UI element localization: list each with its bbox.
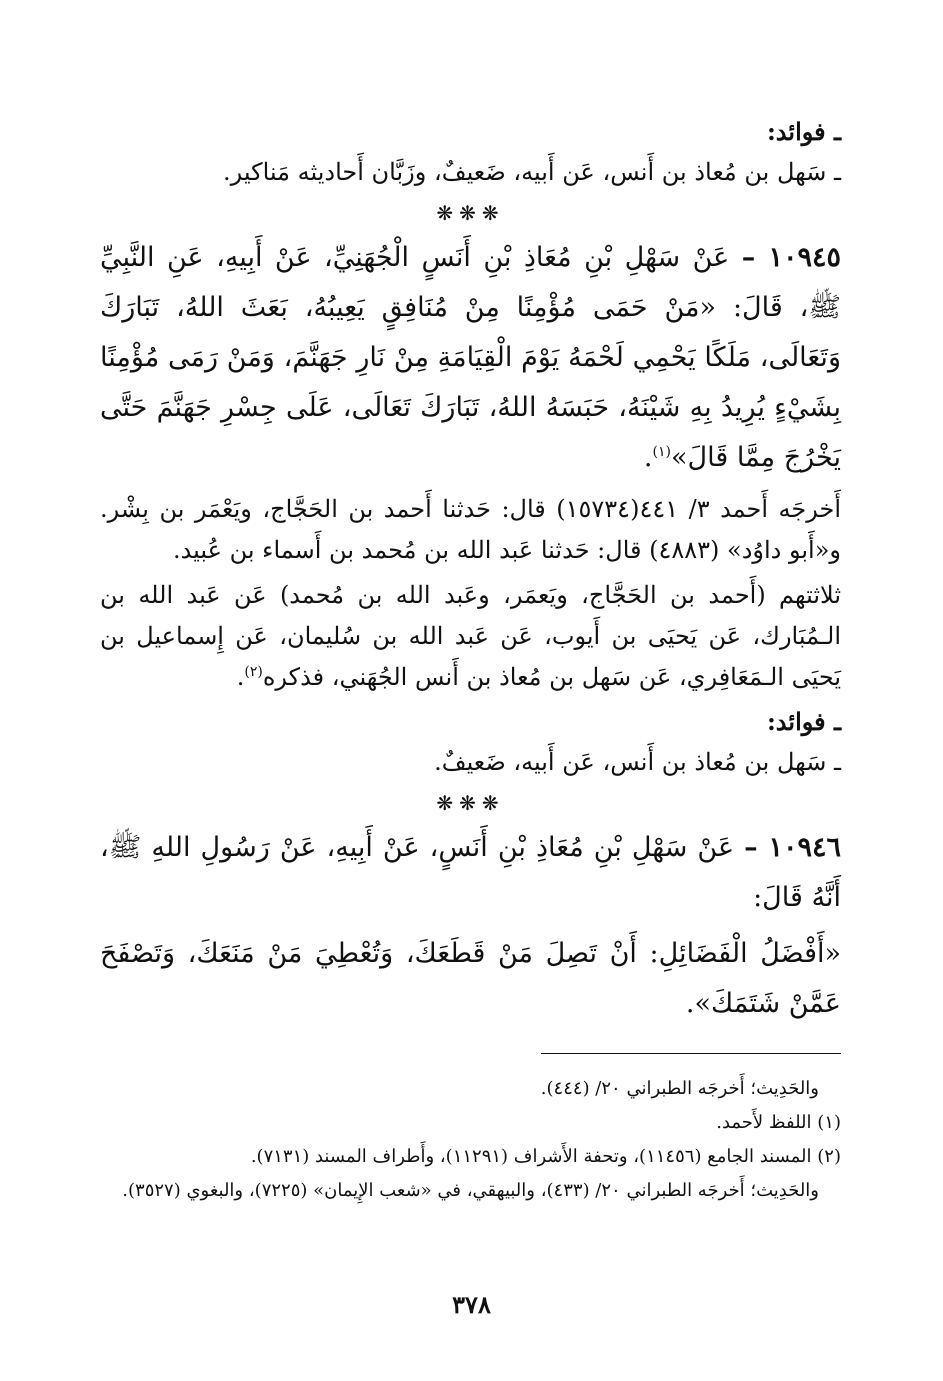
hadith-number: ١٠٩٤٥ – [741, 242, 841, 273]
hadith-matn: «أَفْضَلُ الْفَضَائِلِ: أَنْ تَصِلَ مَنْ قَطَعَكَ، وَتُعْطِيَ مَنْ مَنَعَكَ، وَتَصْفَحَ عَمَّنْ شَتَمَكَ». [100, 938, 841, 1019]
footnote: (٢) المسند الجامع (١١٤٥٦)، وتحفة الأَشراف (١١٢٩١)، وأَطراف المسند (٧١٣١). [250, 1146, 841, 1167]
takhrij-paragraph: أَخرجَه أَحمد ٣/ ٤٤١(١٥٧٣٤) قال: حَدثنا أَحمد بن الحَجَّاج، ويَعْمَر بن بِشْر. و«أَبو داوُد» (٤٨٨٣) قال: حَدثنا عَبد الله بن مُحمد بن أَسماء بن عُبيد. [100, 495, 842, 564]
hadith-number: ١٠٩٤٦ – [744, 832, 841, 863]
takhrij-text: ثلاثتهم (أَحمد بن الحَجَّاج، ويَعمَر، وعَبد الله بن مُحمد) عَن عَبد الله بن الـمُبَارك، عَن يَحيَى بن أَيوب، عَن عَبد الله بن سُليمان، عَن إِسماعيل بن يَحيَى الـمَعَافِري، عَن سَهل بن مُعاذ بن أَنس الجُهَني، فذكره [100, 581, 841, 691]
footnote: والحَدِيث؛ أَخرجَه الطبراني ٢٠/ (٤٣٣)، والبيهقي، في «شعب الإِيمان» (٧٢٢٥)، والبغوي (٣٥٢٧). [122, 1180, 819, 1201]
footnote: (١) اللفظ لأَحمد. [716, 1112, 841, 1133]
footnote: والحَدِيث؛ أَخرجَه الطبراني ٢٠/ (٤٤٤). [540, 1078, 819, 1099]
benefits-heading: ـ فوائد: [766, 707, 841, 736]
hadith-isnad: عَنْ سَهْلِ بْنِ مُعَاذِ بْنِ أَنَسٍ، عَنْ أَبِيهِ، عَنْ رَسُولِ اللهِ ﷺ، أَنَّهُ قَالَ: [100, 832, 841, 913]
page-number: ٣٧٨ [452, 1290, 491, 1319]
takhrij-paragraph-2: ثلاثتهم (أَحمد بن الحَجَّاج، ويَعمَر، وعَبد الله بن مُحمد) عَن عَبد الله بن الـمُبَارك، عَن يَحيَى بن أَيوب، عَن عَبد الله بن سُليمان، عَن إِسماعيل بن يَحيَى الـمَعَافِري، عَن سَهل بن مُعاذ بن أَنس الجُهَني، فذكره$^{(٢)}$. [100, 581, 841, 691]
hadith-10945: ١٠٩٤٥ – عَنْ سَهْلِ بْنِ مُعَاذِ بْنِ أَنَسٍ الْجُهَنِيِّ، عَنْ أَبِيهِ، عَنِ النَّبِيِّ ﷺ، قَالَ: «مَنْ حَمَى مُؤْمِنًا مِنْ مُنَافِقٍ يَعِيبُهُ، بَعَثَ اللهُ، تَبَارَكَ وَتَعَالَى، مَلَكًا يَحْمِي لَحْمَهُ يَوْمَ الْقِيَامَةِ مِنْ نَارِ جَهَنَّمَ، وَمَنْ رَمَى مُؤْمِنًا بِشَيْءٍ يُرِيدُ بِهِ شَيْنَهُ، حَبَسَهُ اللهُ، تَبَارَكَ تَعَالَى، عَلَى جِسْرِ جَهَنَّمَ حَتَّى يَخْرُجَ مِمَّا قَالَ»$^{(١)}$. [100, 242, 841, 473]
benefits-heading: ـ فوائد: [766, 117, 841, 146]
section-separator: ❋❋❋ [436, 201, 505, 225]
section-separator: ❋❋❋ [436, 791, 505, 815]
benefits-note: ـ سَهل بن مُعاذ بن أَنس، عَن أَبيه، ضَعيفٌ، وزَبَّان أَحاديثه مَناكير. [223, 158, 841, 186]
hadith-matn: «مَنْ حَمَى مُؤْمِنًا مِنْ مُنَافِقٍ يَعِيبُهُ، بَعَثَ اللهُ، تَبَارَكَ وَتَعَالَى، مَلَكًا يَحْمِي لَحْمَهُ يَوْمَ الْقِيَامَةِ مِنْ نَارِ جَهَنَّمَ، وَمَنْ رَمَى مُؤْمِنًا بِشَيْءٍ يُرِيدُ بِهِ شَيْنَهُ، حَبَسَهُ اللهُ، تَبَارَكَ تَعَالَى، عَلَى جِسْرِ جَهَنَّمَ حَتَّى يَخْرُجَ مِمَّا قَالَ» [100, 292, 841, 473]
hadith-10946 [100, 823, 841, 923]
footnote-divider [541, 1053, 841, 1054]
benefits-note: ـ سَهل بن مُعاذ بن أَنس، عَن أَبيه، ضَعيفٌ. [434, 748, 841, 776]
hadith-isnad: عَنْ سَهْلِ بْنِ مُعَاذِ بْنِ أَنَسٍ الْجُهَنِيِّ، عَنْ أَبِيهِ، عَنِ النَّبِيِّ ﷺ، قَالَ: [100, 242, 841, 323]
footnote-ref: (١) [652, 444, 671, 460]
footnote-ref: (٢) [244, 664, 263, 680]
